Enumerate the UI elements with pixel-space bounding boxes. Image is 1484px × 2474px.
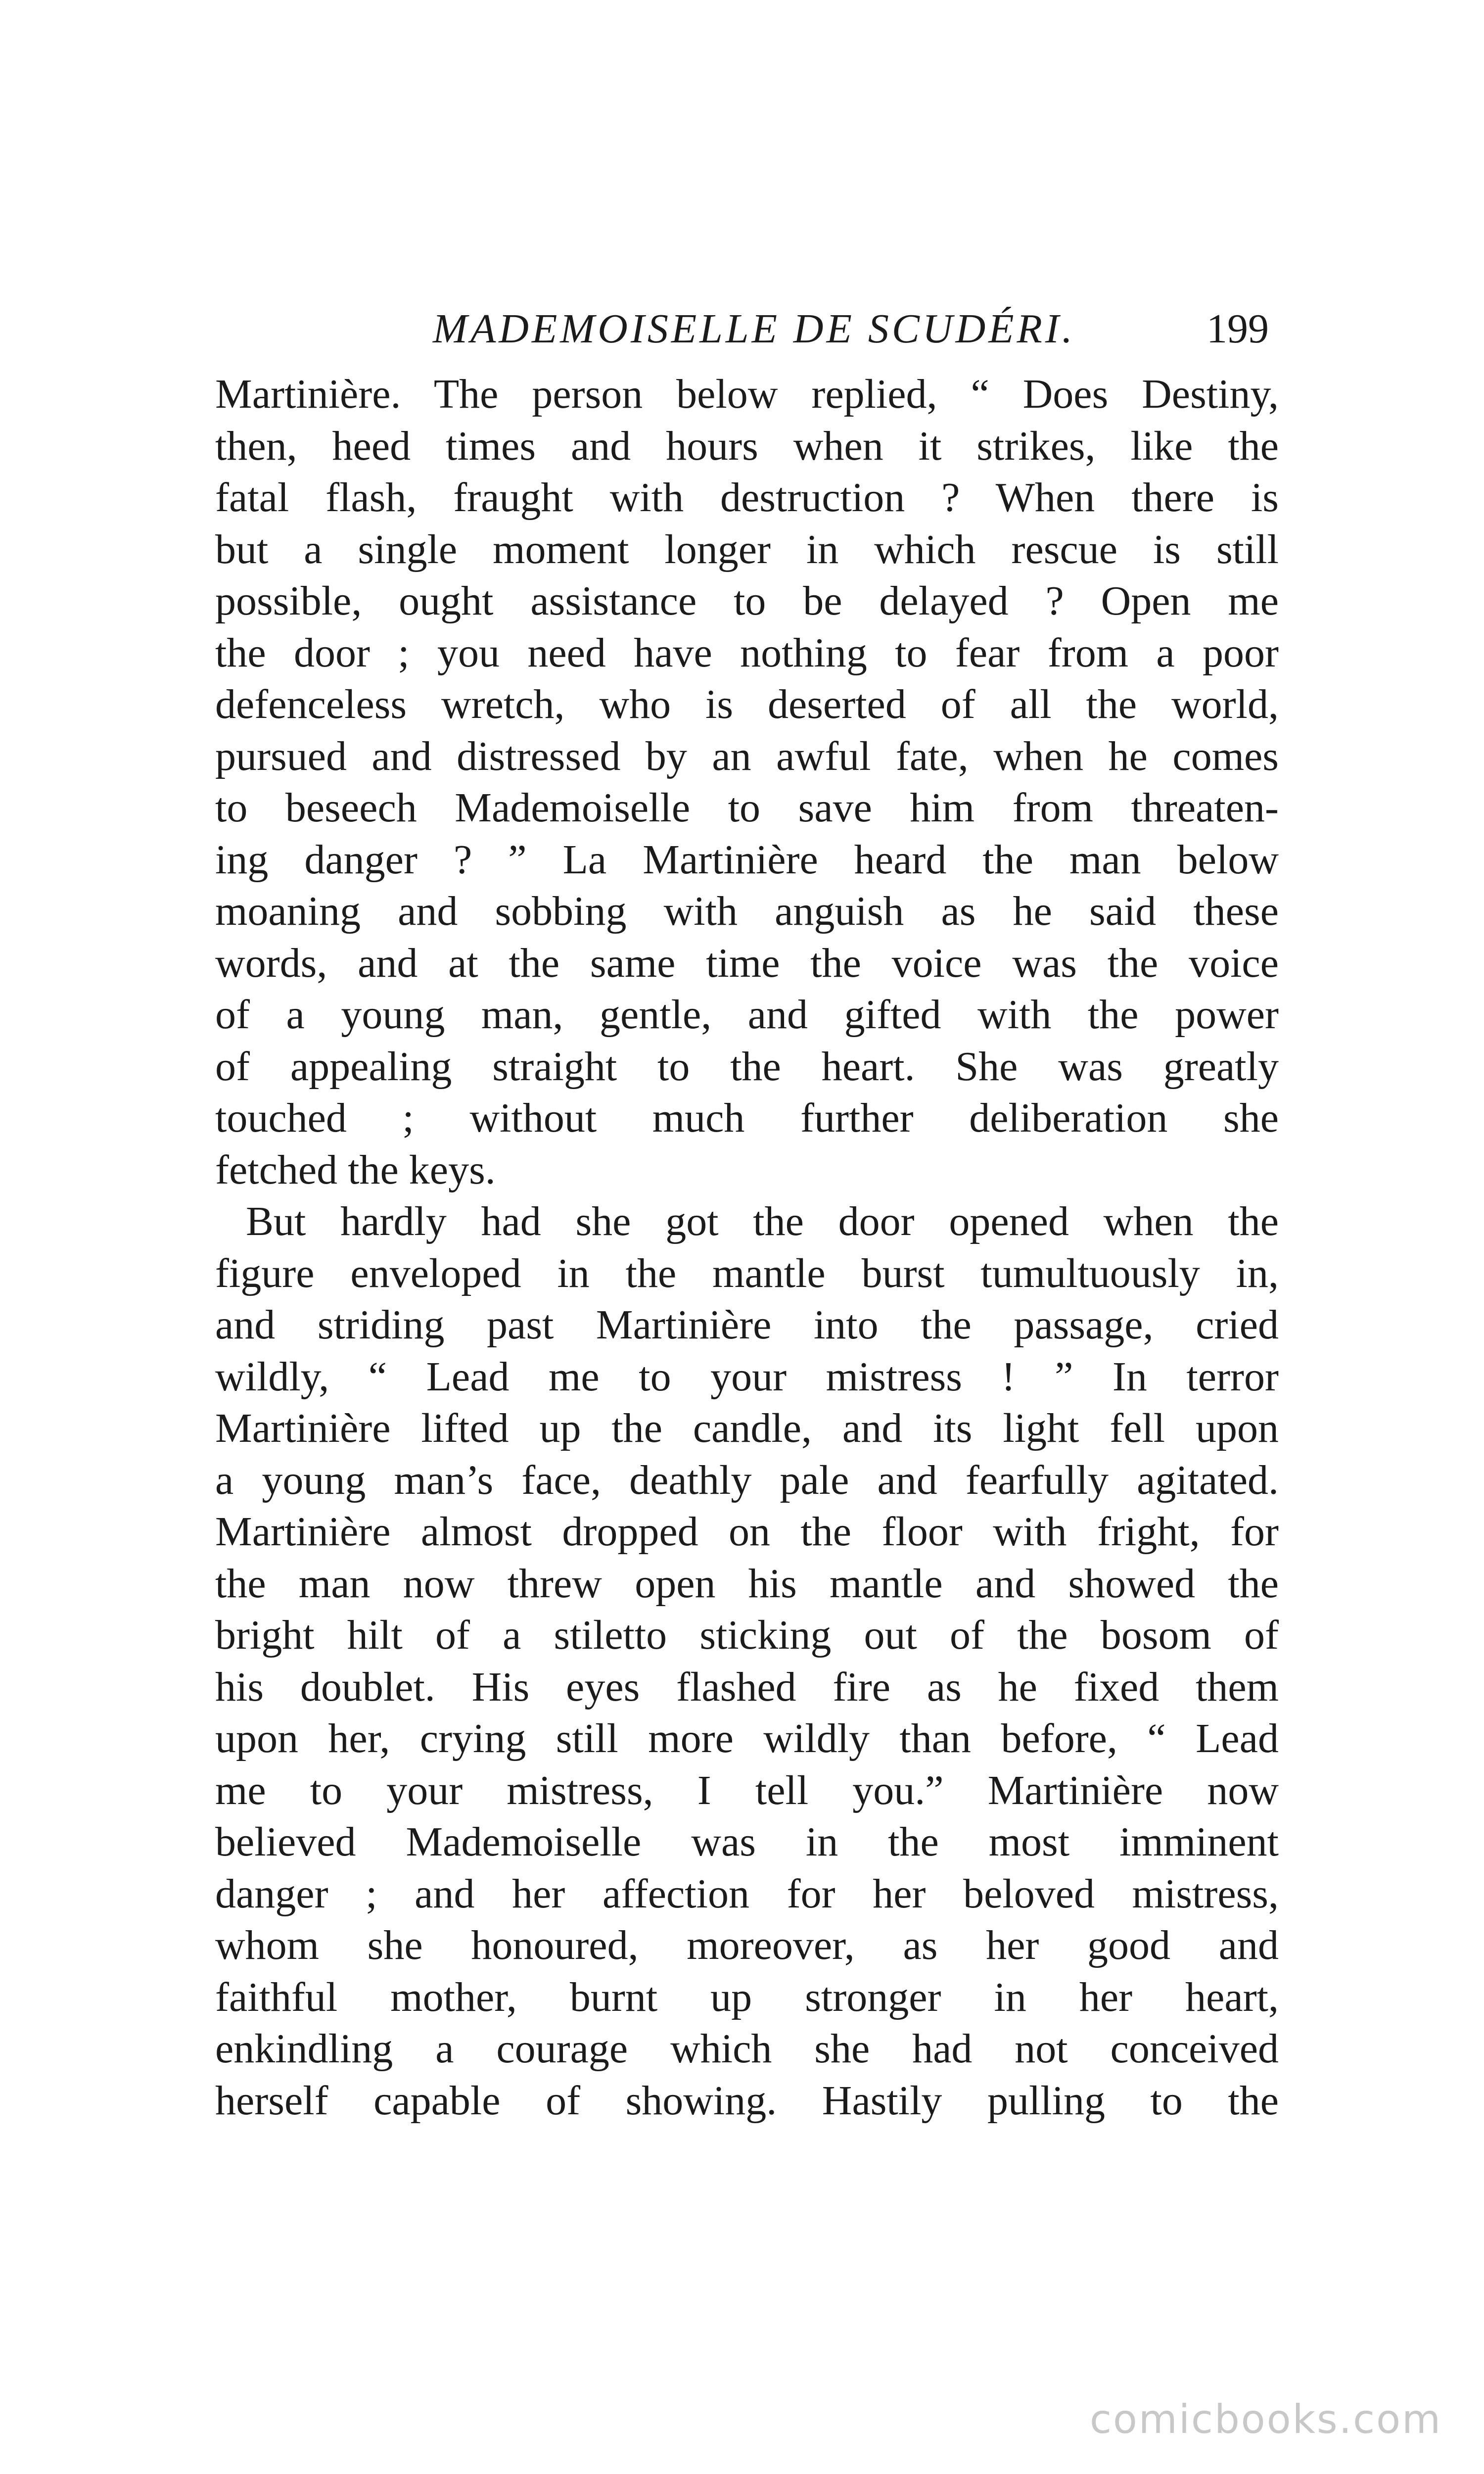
body-text: [215, 369, 1279, 2127]
text-line: enkindling a courage which she had not conceived: [215, 2026, 1279, 2072]
text-line: me to your mistress, I tell you.” Martinière now: [215, 1767, 1279, 1813]
text-line: possible, ought assistance to be delayed ? Open me: [215, 578, 1279, 624]
text-line: then, heed times and hours when it strikes, like the: [215, 423, 1279, 469]
text-line: fatal flash, fraught with destruction ? When there is: [215, 475, 1279, 521]
text-line: herself capable of showing. Hastily pulling to the: [215, 2077, 1279, 2124]
page-number: 199: [1206, 306, 1269, 352]
text-line: believed Mademoiselle was in the most imminent: [215, 1819, 1279, 1865]
text-line: danger ; and her affection for her beloved mistress,: [215, 1870, 1279, 1917]
running-head: [215, 299, 1269, 359]
text-line: pursued and distressed by an awful fate, when he comes: [215, 733, 1279, 779]
text-line: a young man’s face, deathly pale and fearfully agitated.: [215, 1457, 1279, 1503]
text-line: to beseech Mademoiselle to save him from threaten-: [215, 785, 1279, 831]
paragraph-first-line: But hardly had she got the door opened when the: [246, 1198, 1279, 1244]
text-line: touched ; without much further deliberation she: [215, 1095, 1279, 1141]
text-line: bright hilt of a stiletto sticking out of the bosom of: [215, 1612, 1279, 1658]
text-line: whom she honoured, moreover, as her good and: [215, 1922, 1279, 1968]
text-line: of appealing straight to the heart. She was greatly: [215, 1043, 1279, 1090]
text-line: of a young man, gentle, and gifted with the power: [215, 992, 1279, 1038]
text-line: moaning and sobbing with anguish as he said these: [215, 888, 1279, 934]
text-line: ing danger ? ” La Martinière heard the man below: [215, 836, 1279, 883]
paragraph-end-line: fetched the keys.: [215, 1146, 496, 1193]
text-line: his doublet. His eyes flashed fire as he fixed them: [215, 1664, 1279, 1710]
text-line: upon her, crying still more wildly than before, “ Lead: [215, 1715, 1279, 1761]
text-line: words, and at the same time the voice was the voice: [215, 940, 1279, 986]
text-line: and striding past Martinière into the passage, cried: [215, 1302, 1279, 1348]
text-line: Martinière. The person below replied, “ Does Destiny,: [215, 371, 1279, 417]
text-line: faithful mother, burnt up stronger in her heart,: [215, 1974, 1279, 2020]
text-line: but a single moment longer in which rescue is still: [215, 526, 1279, 572]
running-title: MADEMOISELLE DE SCUDÉRI.: [433, 306, 1075, 352]
text-line: figure enveloped in the mantle burst tumultuously in,: [215, 1250, 1279, 1296]
text-line: defenceless wretch, who is deserted of all the world,: [215, 681, 1279, 727]
watermark: comicbooks.com: [1089, 2396, 1442, 2442]
text-line: the man now threw open his mantle and showed the: [215, 1560, 1279, 1607]
text-line: wildly, “ Lead me to your mistress ! ” In terror: [215, 1353, 1279, 1400]
text-line: the door ; you need have nothing to fear from a poor: [215, 629, 1279, 676]
text-line: Martinière almost dropped on the floor with fright, for: [215, 1509, 1279, 1555]
text-line: Martinière lifted up the candle, and its light fell upon: [215, 1405, 1279, 1451]
